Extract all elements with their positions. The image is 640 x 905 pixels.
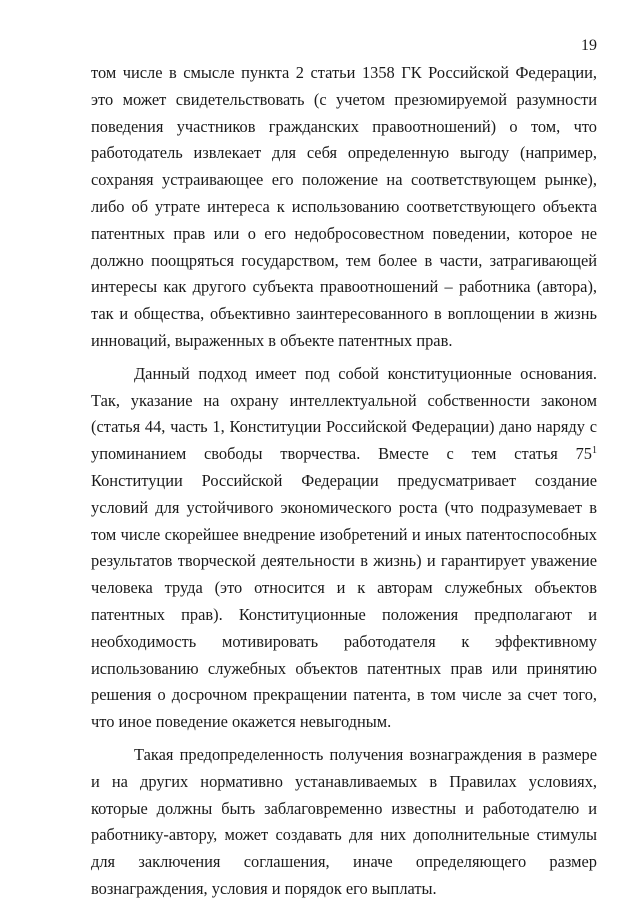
article-superscript: 1	[592, 445, 597, 457]
paragraph-remuneration: Такая предопределенность получения вознаграждения в размере и на других нормативно устанавливаемых в Правилах условиях, которые должны быть заблаговременно известны и работодателю и работнику-автору, может создавать для них дополнительные стимулы для заключения соглашения, иначе определяющего размер вознаграждения, условия и порядок его выплаты.	[91, 744, 597, 898]
page-number: 19	[581, 37, 597, 54]
paragraph-text-part: Конституции Российской Федерации предусматривает создание условий для устойчивого экономического роста (что подразумевает в том числе скорейшее внедрение изобретений и иных патентоспособных результатов творческой деятельности в жизнь) и гарантирует уважение человека труда (это относится и к авторам служебных объектов патентных прав). Конституционные положения предполагают и необходимость мотивировать работодателя к эффективному использованию служебных объектов патентных прав или принятию решения о досрочном прекращении патента, в том числе за счет того, что иное поведение окажется невыгодным.	[91, 470, 597, 732]
document-body	[91, 60, 597, 903]
paragraph-continuation: том числе в смысле пункта 2 статьи 1358 ГК Российской Федерации, это может свидетельствовать (с учетом презюмируемой разумности поведения участников гражданских правоотношений) о том, что работодатель извлекает для себя определенную выгоду (например, сохраняя устраивающее его положение на соответствующем рынке), либо об утрате интереса к использованию соответствующего объекта патентных прав или о его недобросовестном поведении, которое не должно поощряться государством, тем более в части, затрагивающей интересы как другого субъекта правоотношений – работника (автора), так и общества, объективно заинтересованного в воплощении в жизнь инноваций, выраженных в объекте патентных прав.	[91, 63, 597, 350]
paragraph-constitutional-basis	[91, 361, 597, 736]
paragraph-text-part: Данный подход имеет под собой конституционные основания. Так, указание на охрану интеллектуальной собственности законом (статья 44, часть 1, Конституции Российской Федерации) дано наряду с упоминанием свободы творчества. Вместе с тем статья 75	[91, 363, 597, 464]
